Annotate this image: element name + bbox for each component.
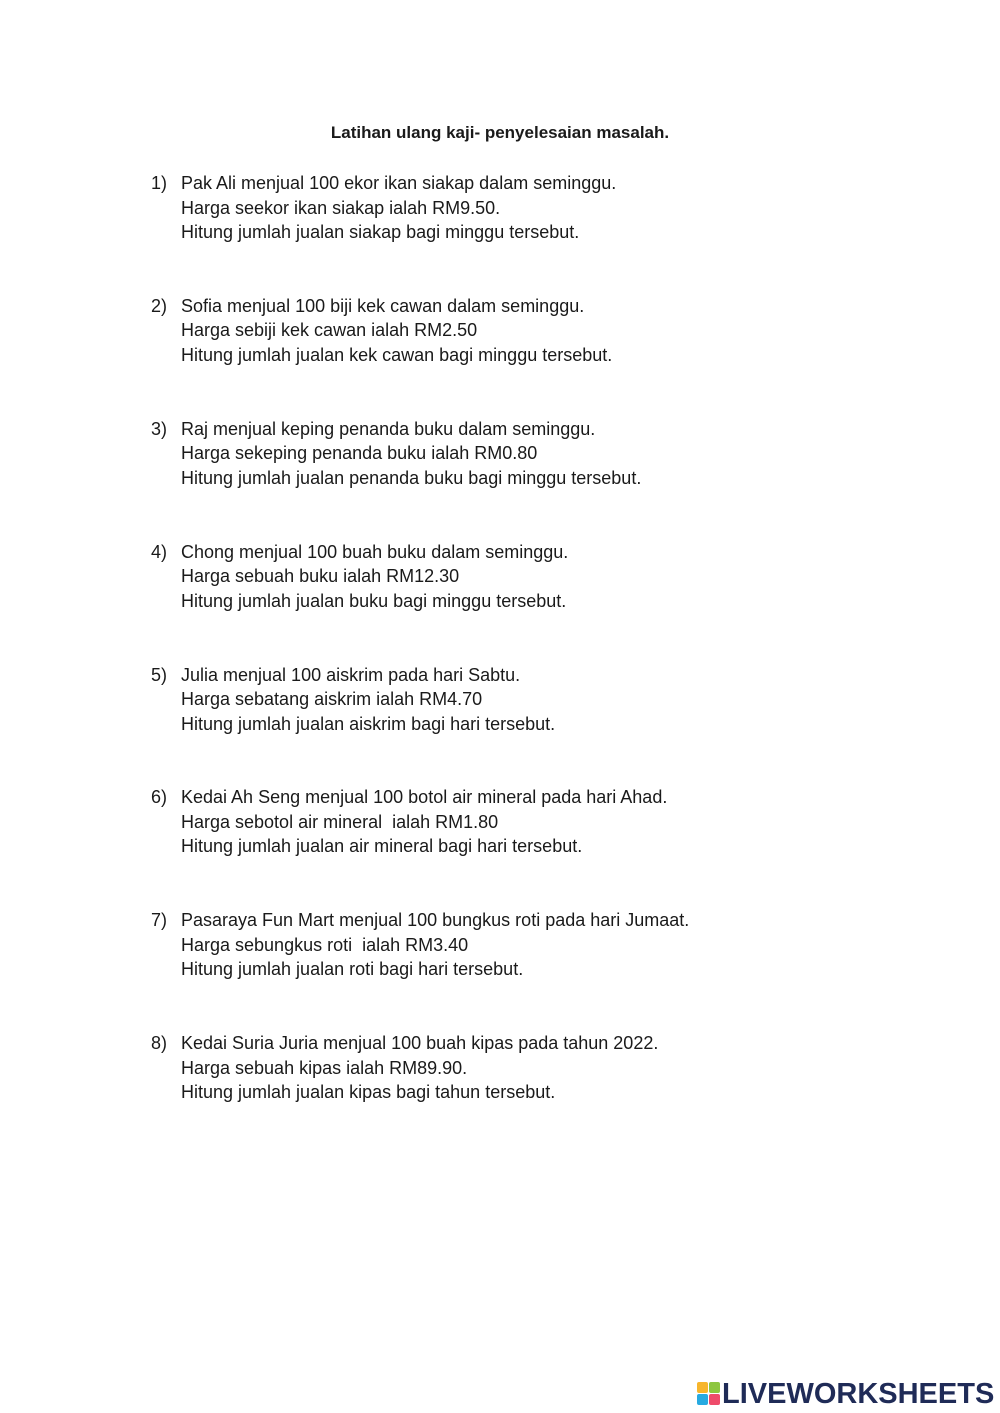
question-line-price: Harga sebungkus roti ialah RM3.40 [181, 934, 469, 955]
question-line-task: Hitung jumlah jualan air mineral bagi hari tersebut. [181, 836, 583, 857]
question-line-statement: Raj menjual keping penanda buku dalam seminggu. [181, 418, 596, 439]
question-line-price: Harga sebatang aiskrim ialah RM4.70 [181, 689, 483, 710]
question-body [181, 908, 689, 1031]
question-body [181, 1031, 658, 1154]
question-7 [151, 908, 951, 1031]
question-number: 7) [151, 910, 168, 931]
question-number: 4) [151, 541, 168, 562]
question-line-price: Harga sebotol air mineral ialah RM1.80 [181, 811, 499, 832]
question-line-task: Hitung jumlah jualan penanda buku bagi minggu tersebut. [181, 467, 642, 488]
question-line-task: Hitung jumlah jualan aiskrim bagi hari tersebut. [181, 713, 556, 734]
question-5 [151, 663, 951, 786]
question-body [181, 540, 568, 663]
question-line-statement: Julia menjual 100 aiskrim pada hari Sabtu. [181, 664, 521, 685]
question-line-task: Hitung jumlah jualan buku bagi minggu tersebut. [181, 590, 567, 611]
logo-square-4 [709, 1394, 720, 1405]
question-line-statement: Pasaraya Fun Mart menjual 100 bungkus roti pada hari Jumaat. [181, 910, 690, 931]
question-line-statement: Chong menjual 100 buah buku dalam seminggu. [181, 541, 569, 562]
question-body [181, 417, 641, 540]
question-line-statement: Kedai Suria Juria menjual 100 buah kipas pada tahun 2022. [181, 1033, 659, 1054]
question-line-price: Harga sebuah kipas ialah RM89.90. [181, 1057, 468, 1078]
question-line-price: Harga sebiji kek cawan ialah RM2.50 [181, 320, 478, 341]
question-line-task: Hitung jumlah jualan roti bagi hari tersebut. [181, 959, 524, 980]
question-line-task: Hitung jumlah jualan siakap bagi minggu tersebut. [181, 222, 580, 242]
logo-square-2 [709, 1382, 720, 1393]
question-list [151, 171, 951, 1154]
logo-square-1 [697, 1382, 708, 1393]
question-line-price: Harga sebuah buku ialah RM12.30 [181, 566, 460, 587]
question-line-price: Harga sekeping penanda buku ialah RM0.80 [181, 443, 538, 464]
liveworksheets-brand-text: LIVEWORKSHEETS [722, 1378, 995, 1410]
question-line-price: Harga seekor ikan siakap ialah RM9.50. [181, 197, 501, 218]
question-number: 2) [151, 295, 168, 316]
question-line-task: Hitung jumlah jualan kipas bagi tahun tersebut. [181, 1082, 556, 1103]
question-3 [151, 417, 951, 540]
question-body [181, 785, 667, 908]
question-number: 5) [151, 664, 168, 685]
logo-square-3 [697, 1394, 708, 1405]
question-number: 1) [151, 173, 168, 193]
question-line-task: Hitung jumlah jualan kek cawan bagi minggu tersebut. [181, 344, 613, 365]
question-number: 6) [151, 787, 168, 808]
question-number: 8) [151, 1033, 168, 1054]
liveworksheets-logo-icon [697, 1382, 720, 1405]
question-body [181, 294, 612, 417]
question-body [181, 663, 555, 786]
question-8 [151, 1031, 951, 1154]
question-line-statement: Sofia menjual 100 biji kek cawan dalam seminggu. [181, 295, 585, 316]
worksheet-title: Latihan ulang kaji- penyelesaian masalah. [330, 123, 670, 142]
question-2 [151, 294, 951, 417]
question-1 [151, 171, 951, 294]
question-4 [151, 540, 951, 663]
question-body [181, 171, 616, 294]
question-number: 3) [151, 418, 168, 439]
question-6 [151, 785, 951, 908]
question-line-statement: Pak Ali menjual 100 ekor ikan siakap dalam seminggu. [181, 173, 617, 193]
question-line-statement: Kedai Ah Seng menjual 100 botol air mineral pada hari Ahad. [181, 787, 668, 808]
